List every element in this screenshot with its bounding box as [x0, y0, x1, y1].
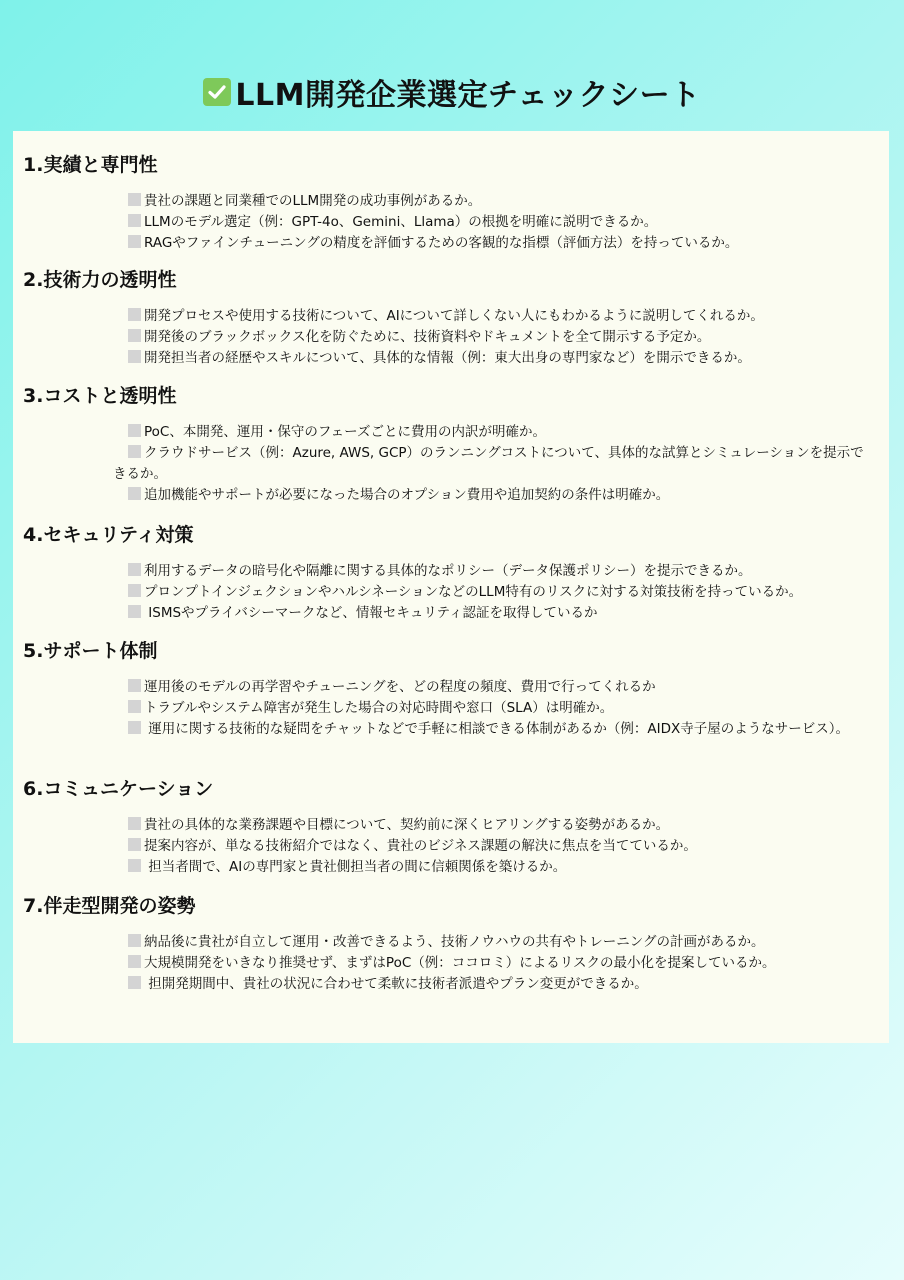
checkbox-icon[interactable] [128, 563, 141, 576]
section-track-record [13, 153, 889, 254]
section-heading: 2.技術力の透明性 [23, 269, 177, 291]
section-heading: 3.コストと透明性 [23, 385, 177, 407]
checkbox-icon[interactable] [128, 976, 141, 989]
checklist-item: 提案内容が、単なる技術紹介ではなく、貴社のビジネス課題の解決に焦点を当てているか。 [13, 836, 889, 857]
checklist-item: 運用に関する技術的な疑問をチャットなどで手軽に相談できる体制があるか（例：AIDX寺子屋のようなサービス）。 [13, 719, 889, 740]
checkbox-icon[interactable] [128, 700, 141, 713]
checkbox-icon[interactable] [128, 679, 141, 692]
checklist-item: 大規模開発をいきなり推奨せず、まずはPoC（例：ココロミ）によるリスクの最小化を提案しているか。 [13, 953, 889, 974]
checklist-item: 追加機能やサポートが必要になった場合のオプション費用や追加契約の条件は明確か。 [13, 485, 889, 506]
checkbox-icon[interactable] [128, 424, 141, 437]
checkbox-icon[interactable] [128, 350, 141, 363]
checklist-item: 開発プロセスや使用する技術について、AIについて詳しくない人にもわかるように説明してくれるか。 [13, 306, 889, 327]
checkbox-icon[interactable] [128, 445, 141, 458]
checkbox-icon[interactable] [128, 955, 141, 968]
checklist-item: 貴社の課題と同業種でのLLM開発の成功事例があるか。 [13, 191, 889, 212]
checklist-item: プロンプトインジェクションやハルシネーションなどのLLM特有のリスクに対する対策技術を持っているか。 [13, 582, 889, 603]
checklist-item: RAGやファインチューニングの精度を評価するための客観的な指標（評価方法）を持っているか。 [13, 233, 889, 254]
checklist-item: 貴社の具体的な業務課題や目標について、契約前に深くヒアリングする姿勢があるか。 [13, 815, 889, 836]
section-heading: 5.サポート体制 [23, 640, 158, 662]
checklist-item: 担開発期間中、貴社の状況に合わせて柔軟に技術者派遣やプラン変更ができるか。 [13, 974, 889, 995]
checklist-item: 開発担当者の経歴やスキルについて、具体的な情報（例：東大出身の専門家など）を開示できるか。 [13, 348, 889, 369]
page-title: LLM開発企業選定チェックシート [235, 78, 701, 113]
checklist-item: LLMのモデル選定（例：GPT-4o、Gemini、Llama）の根拠を明確に説明できるか。 [13, 212, 889, 233]
section-heading: 1.実績と専門性 [23, 154, 158, 176]
section-security [13, 523, 889, 624]
checkbox-icon[interactable] [128, 584, 141, 597]
checklist-item: トラブルやシステム障害が発生した場合の対応時間や窓口（SLA）は明確か。 [13, 698, 889, 719]
checkbox-icon[interactable] [128, 721, 141, 734]
checklist-item: クラウドサービス（例：Azure, AWS, GCP）のランニングコストについて、具体的な試算とシミュレーションを提示できるか。 [113, 445, 864, 482]
check-mark-icon [203, 78, 231, 106]
section-heading: 6.コミュニケーション [23, 778, 214, 800]
section-tech-transparency [13, 268, 889, 369]
checklist-item: 納品後に貴社が自立して運用・改善できるよう、技術ノウハウの共有やトレーニングの計画があるか。 [13, 932, 889, 953]
checkbox-icon[interactable] [128, 817, 141, 830]
checkbox-icon[interactable] [128, 329, 141, 342]
checkbox-icon[interactable] [128, 308, 141, 321]
title-row [0, 70, 904, 114]
section-cost [13, 384, 889, 506]
checklist-item: PoC、本開発、運用・保守のフェーズごとに費用の内訳が明確か。 [13, 422, 889, 443]
checkbox-icon[interactable] [128, 235, 141, 248]
checklist-item: 担当者間で、AIの専門家と貴社側担当者の間に信頼関係を築けるか。 [13, 857, 889, 878]
checkbox-icon[interactable] [128, 838, 141, 851]
section-heading: 4.セキュリティ対策 [23, 524, 194, 546]
checklist-item: ISMSやプライバシーマークなど、情報セキュリティ認証を取得しているか [13, 603, 889, 624]
checkbox-icon[interactable] [128, 193, 141, 206]
section-support [13, 639, 889, 740]
section-heading: 7.伴走型開発の姿勢 [23, 895, 196, 917]
checklist-item: 利用するデータの暗号化や隔離に関する具体的なポリシー（データ保護ポリシー）を提示できるか。 [13, 561, 889, 582]
checkbox-icon[interactable] [128, 934, 141, 947]
checklist-panel [13, 131, 889, 1043]
checklist-item: 開発後のブラックボックス化を防ぐために、技術資料やドキュメントを全て開示する予定か。 [13, 327, 889, 348]
checkbox-icon[interactable] [128, 859, 141, 872]
checklist-item: 運用後のモデルの再学習やチューニングを、どの程度の頻度、費用で行ってくれるか [13, 677, 889, 698]
section-communication [13, 777, 889, 878]
checkbox-icon[interactable] [128, 487, 141, 500]
checkbox-icon[interactable] [128, 605, 141, 618]
section-accompaniment [13, 894, 889, 995]
checkbox-icon[interactable] [128, 214, 141, 227]
